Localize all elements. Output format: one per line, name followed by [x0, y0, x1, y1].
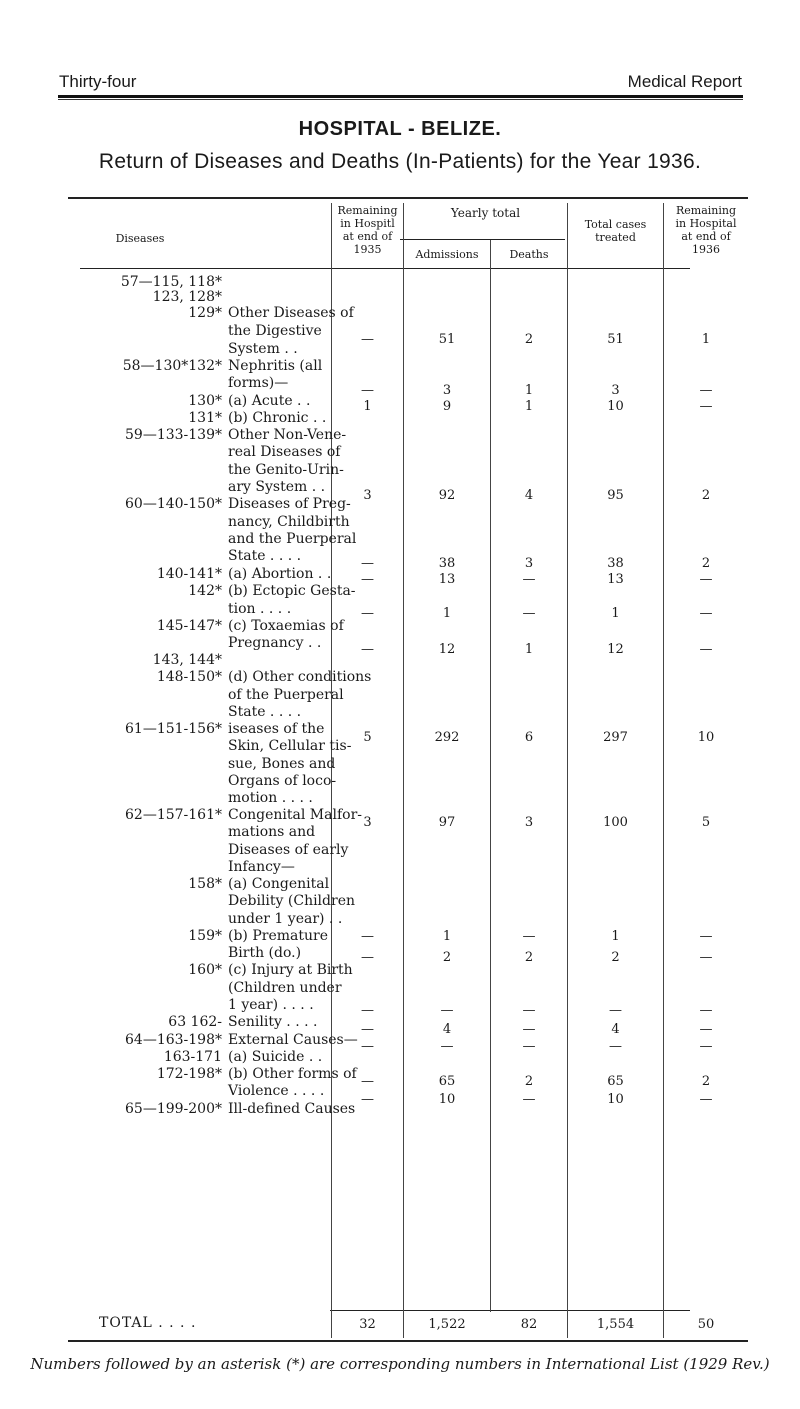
- column-divider: [567, 203, 568, 1338]
- disease-label: Organs of loco-: [228, 773, 337, 789]
- cell-total-treated: 13: [607, 572, 624, 587]
- cell-total-treated: 297: [603, 730, 628, 745]
- disease-label: (c) Toxaemias of: [228, 618, 344, 634]
- cell-remaining-1935: —: [361, 383, 374, 398]
- cell-remaining-1935: —: [361, 606, 374, 621]
- column-header-remaining-1935: Remaining in Hospitl at end of 1935: [337, 204, 398, 256]
- cell-admissions: 1: [442, 929, 452, 944]
- column-header-admissions: Admissions: [415, 248, 479, 261]
- disease-code: 160*: [188, 962, 222, 978]
- cell-admissions: 92: [438, 488, 456, 503]
- disease-label: Other Non-Vene-: [228, 427, 347, 443]
- cell-total-treated: 1: [611, 606, 620, 621]
- cell-remaining-1935: —: [361, 1022, 374, 1037]
- cell-deaths: —: [522, 929, 536, 944]
- disease-code: 58—130*132*: [122, 358, 222, 374]
- cell-remaining-1935: 1: [363, 399, 372, 414]
- disease-label: Diseases of Preg-: [228, 496, 351, 512]
- cell-total-treated: 2: [611, 950, 620, 965]
- disease-code: 63 162-: [168, 1014, 222, 1030]
- table-bottom-rule: [68, 1340, 748, 1342]
- cell-total-treated: 100: [603, 815, 628, 830]
- disease-code: 130*: [188, 393, 222, 409]
- disease-label: (a) Abortion . .: [228, 566, 332, 582]
- cell-remaining-1936: —: [699, 1022, 713, 1037]
- cell-remaining-1935: —: [361, 572, 374, 587]
- cell-remaining-1935: —: [361, 1039, 374, 1054]
- cell-total-treated: 95: [607, 488, 624, 503]
- disease-label: forms)—: [228, 375, 289, 391]
- cell-admissions: 10: [438, 1092, 456, 1107]
- cell-remaining-1936: —: [699, 399, 713, 414]
- disease-label: (b) Premature: [228, 928, 328, 944]
- cell-remaining-1936: 2: [701, 488, 711, 503]
- cell-remaining-1936: 10: [697, 730, 715, 745]
- disease-code: 60—140-150*: [125, 496, 222, 512]
- disease-label: (b) Other forms of: [228, 1066, 357, 1082]
- yearly-total-subrule: [400, 239, 565, 240]
- disease-label: Violence . . . .: [228, 1083, 325, 1099]
- disease-label: Infancy—: [228, 859, 295, 875]
- cell-remaining-1936: —: [699, 383, 713, 398]
- cell-deaths: —: [522, 1003, 536, 1018]
- disease-code: 159*: [188, 928, 222, 944]
- cell-admissions: 3: [442, 383, 452, 398]
- page-header-left: Thirty-four: [59, 72, 137, 91]
- cell-remaining-1935: —: [361, 556, 374, 571]
- header-rule: [58, 95, 743, 98]
- column-header-remaining-1936: Remaining in Hospital at end of 1936: [675, 204, 737, 256]
- table-top-rule: [68, 197, 748, 199]
- total-admissions: 1,522: [428, 1317, 466, 1332]
- disease-label: Congenital Malfor-: [228, 807, 362, 823]
- cell-admissions: 292: [434, 730, 460, 745]
- disease-label: (b) Chronic . .: [228, 410, 327, 426]
- disease-code: 148-150*: [156, 669, 222, 685]
- cell-deaths: 4: [524, 488, 534, 503]
- disease-code: 59—133-139*: [125, 427, 222, 443]
- disease-code: 145-147*: [156, 618, 222, 634]
- cell-remaining-1936: —: [699, 606, 713, 621]
- disease-code: 129*: [188, 305, 222, 321]
- cell-remaining-1935: —: [361, 950, 374, 965]
- column-header-yearly-total: Yearly total: [450, 206, 521, 220]
- disease-label: the Genito-Urin-: [228, 462, 344, 478]
- cell-admissions: 9: [442, 399, 452, 414]
- cell-remaining-1936: —: [699, 1003, 713, 1018]
- cell-deaths: —: [522, 572, 536, 587]
- cell-admissions: 12: [438, 642, 456, 657]
- cell-remaining-1936: —: [699, 642, 713, 657]
- disease-label: (a) Congenital: [228, 876, 330, 892]
- cell-remaining-1936: —: [699, 1092, 713, 1107]
- cell-remaining-1935: —: [361, 1003, 374, 1018]
- column-header-diseases: Diseases: [115, 232, 165, 245]
- disease-label: Pregnancy . .: [228, 635, 322, 651]
- cell-remaining-1936: 2: [701, 1074, 711, 1089]
- disease-label: ary System . .: [228, 479, 326, 495]
- page-header-right: Medical Report: [627, 72, 742, 91]
- cell-remaining-1936: —: [699, 572, 713, 587]
- disease-label: (a) Acute . .: [228, 393, 311, 409]
- disease-label: External Causes—: [228, 1032, 358, 1048]
- cell-admissions: 38: [438, 556, 456, 571]
- cell-remaining-1936: 5: [701, 815, 711, 830]
- cell-deaths: —: [522, 1039, 536, 1054]
- cell-deaths: 3: [524, 815, 534, 830]
- cell-deaths: —: [522, 606, 536, 621]
- cell-remaining-1935: —: [361, 642, 374, 657]
- cell-total-treated: 12: [607, 642, 624, 657]
- cell-total-treated: 3: [611, 383, 620, 398]
- cell-total-treated: 51: [607, 332, 624, 347]
- disease-label: 1 year) . . . .: [228, 997, 314, 1013]
- disease-label: System . .: [228, 341, 298, 357]
- cell-admissions: 65: [438, 1074, 456, 1089]
- cell-deaths: 1: [524, 642, 534, 657]
- disease-code: 61—151-156*: [125, 721, 222, 737]
- report-subtitle: Return of Diseases and Deaths (In-Patients) for the Year 1936.: [98, 150, 702, 173]
- cell-total-treated: 4: [611, 1022, 620, 1037]
- disease-label: motion . . . .: [228, 790, 313, 806]
- cell-admissions: —: [440, 1003, 454, 1018]
- disease-label: sue, Bones and: [228, 756, 336, 772]
- cell-deaths: 2: [524, 950, 534, 965]
- disease-code: 143, 144*: [152, 652, 222, 668]
- cell-total-treated: —: [609, 1039, 622, 1054]
- cell-total-treated: —: [609, 1003, 622, 1018]
- cell-remaining-1935: 3: [363, 815, 372, 830]
- disease-label: (c) Injury at Birth: [228, 962, 353, 978]
- cell-total-treated: 1: [611, 929, 620, 944]
- cell-remaining-1936: —: [699, 929, 713, 944]
- cell-remaining-1935: —: [361, 1074, 374, 1089]
- disease-label: Nephritis (all: [228, 358, 323, 374]
- cell-remaining-1935: —: [361, 1092, 374, 1107]
- column-divider: [403, 203, 404, 1338]
- cell-remaining-1936: 1: [701, 332, 711, 347]
- disease-label: Skin, Cellular tis-: [228, 738, 352, 754]
- cell-remaining-1936: —: [699, 950, 713, 965]
- disease-label: of the Puerperal: [228, 687, 344, 703]
- total-remaining-1935: 32: [359, 1317, 376, 1332]
- disease-code: 123, 128*: [152, 289, 222, 305]
- disease-label: under 1 year) . .: [228, 911, 343, 927]
- total-remaining-1936: 50: [697, 1317, 715, 1332]
- disease-code: 65—199-200*: [125, 1101, 222, 1117]
- disease-label: the Digestive: [228, 323, 322, 339]
- total-label: TOTAL . . . .: [99, 1315, 197, 1331]
- cell-admissions: 4: [442, 1022, 452, 1037]
- cell-deaths: —: [522, 1022, 536, 1037]
- cell-deaths: —: [522, 1092, 536, 1107]
- disease-code: 142*: [188, 583, 222, 599]
- cell-deaths: 1: [524, 383, 534, 398]
- disease-code: 57—115, 118*: [120, 274, 222, 290]
- disease-code: 131*: [188, 410, 222, 426]
- cell-remaining-1935: 5: [363, 730, 372, 745]
- disease-code: 62—157-161*: [125, 807, 222, 823]
- disease-code: 158*: [188, 876, 222, 892]
- disease-code: 140-141*: [156, 566, 222, 582]
- cell-remaining-1936: 2: [701, 556, 711, 571]
- disease-label: Birth (do.): [228, 945, 302, 961]
- disease-label: State . . . .: [228, 548, 302, 564]
- cell-deaths: 2: [524, 332, 534, 347]
- disease-label: and the Puerperal: [228, 531, 357, 547]
- disease-label: (d) Other conditions: [228, 669, 372, 685]
- disease-label: Other Diseases of: [228, 305, 354, 321]
- cell-total-treated: 38: [607, 556, 624, 571]
- disease-code: 172-198*: [156, 1066, 222, 1082]
- cell-admissions: 13: [438, 572, 456, 587]
- column-divider: [663, 203, 664, 1338]
- disease-code: 163-171: [163, 1049, 222, 1065]
- disease-label: Debility (Children: [228, 893, 355, 909]
- cell-admissions: —: [440, 1039, 454, 1054]
- cell-deaths: 6: [524, 730, 534, 745]
- disease-code: 64—163-198*: [125, 1032, 222, 1048]
- disease-label: real Diseases of: [228, 444, 341, 460]
- cell-deaths: 3: [524, 556, 534, 571]
- cell-remaining-1935: 3: [363, 488, 372, 503]
- disease-label: (a) Suicide . .: [228, 1049, 323, 1065]
- cell-remaining-1936: —: [699, 1039, 713, 1054]
- report-title: HOSPITAL - BELIZE.: [298, 118, 502, 140]
- cell-admissions: 51: [438, 332, 456, 347]
- disease-label: nancy, Childbirth: [228, 514, 350, 530]
- total-cases-treated: 1,554: [596, 1317, 635, 1332]
- disease-label: State . . . .: [228, 704, 302, 720]
- disease-label: (b) Ectopic Gesta-: [228, 583, 356, 599]
- cell-total-treated: 65: [607, 1074, 624, 1089]
- cell-total-treated: 10: [607, 399, 624, 414]
- disease-label: iseases of the: [228, 721, 325, 737]
- column-header-deaths: Deaths: [509, 248, 549, 261]
- cell-deaths: 1: [524, 399, 534, 414]
- cell-admissions: 97: [438, 815, 456, 830]
- disease-label: mations and: [228, 824, 316, 840]
- disease-label: Ill-defined Causes: [228, 1101, 356, 1117]
- disease-label: (Children under: [228, 980, 342, 996]
- footnote: Numbers followed by an asterisk (*) are corresponding numbers in International List (1929 Rev.): [30, 1355, 770, 1373]
- disease-label: Diseases of early: [228, 842, 349, 858]
- total-top-rule: [330, 1310, 690, 1311]
- cell-admissions: 2: [442, 950, 452, 965]
- column-header-total-cases: Total cases treated: [584, 218, 647, 244]
- cell-remaining-1935: —: [361, 929, 374, 944]
- cell-admissions: 1: [442, 606, 452, 621]
- cell-remaining-1935: —: [361, 332, 374, 347]
- header-bottom-rule: [80, 268, 690, 269]
- total-deaths: 82: [520, 1317, 538, 1332]
- cell-total-treated: 10: [607, 1092, 624, 1107]
- cell-deaths: 2: [524, 1074, 534, 1089]
- disease-label: tion . . . .: [228, 601, 292, 617]
- disease-label: Senility . . . .: [228, 1014, 318, 1030]
- header-rule-thin: [58, 99, 743, 100]
